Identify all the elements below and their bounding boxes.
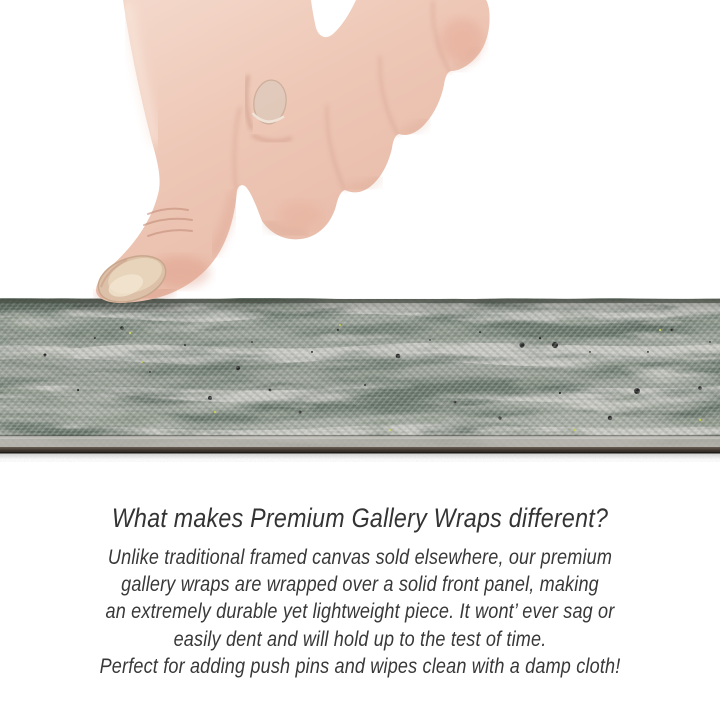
hand-photo — [0, 0, 720, 312]
canvas-edge-strip — [0, 298, 720, 462]
canvas-bottom-edge — [0, 435, 720, 460]
headline: What makes Premium Gallery Wraps different? — [111, 503, 609, 533]
body-line: gallery wraps are wrapped over a solid front panel, making — [121, 573, 599, 597]
body-line: an extremely durable yet lightweight piece. It wont’ ever sag or — [105, 600, 615, 624]
body-line: easily dent and will hold up to the test of time. — [173, 627, 547, 651]
body-line: Perfect for adding push pins and wipes clean with a damp cloth! — [99, 654, 621, 678]
canvas-weave-overlay — [0, 299, 720, 447]
marketing-copy — [50, 503, 669, 680]
body-line: Unlike traditional framed canvas sold elsewhere, our premium — [107, 546, 613, 569]
